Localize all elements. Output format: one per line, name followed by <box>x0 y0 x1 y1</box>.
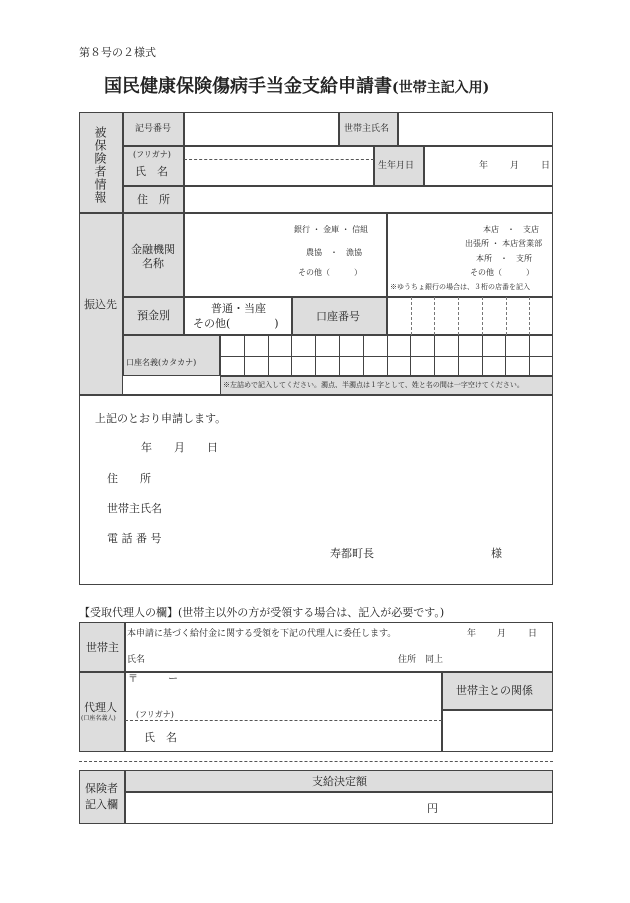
holder-grid-column-line <box>529 335 530 376</box>
branch-types-4: その他（ ） <box>470 268 534 277</box>
declaration-address-label: 住 所 <box>107 472 151 485</box>
proxy-month-label: 月 <box>497 629 507 639</box>
birth-month-label: 月 <box>510 161 520 171</box>
holder-grid-column-line <box>410 335 411 376</box>
proxy-head-name-label: 氏名 <box>127 655 146 665</box>
branch-types-3: 本所 ・ 支所 <box>476 254 532 263</box>
insured-section-label: 被保険者情報 <box>93 126 107 204</box>
holder-grid-column-line <box>291 335 292 376</box>
furigana-divider <box>184 159 374 160</box>
name-label: 氏 名 <box>135 165 168 178</box>
deposit-label: 預金別 <box>137 309 170 322</box>
declaration-sama: 様 <box>491 547 502 560</box>
head-name-label: 世帯主氏名 <box>344 124 390 134</box>
proxy-address-same: 住所 同上 <box>398 655 444 665</box>
name-field[interactable] <box>184 146 374 186</box>
branch-types-2: 出張所 ・ 本店営業部 <box>465 239 543 248</box>
section-separator <box>79 761 553 762</box>
form-title-sub: (世帯主記入用) <box>392 80 490 96</box>
birth-year-label: 年 <box>479 161 489 171</box>
holder-label: 口座名義(カタカナ) <box>126 358 197 367</box>
declaration-phone-label: 電 話 番 号 <box>107 532 162 545</box>
kigo-field[interactable] <box>184 112 339 146</box>
account-digit-divider <box>411 297 412 335</box>
proxy-furigana-label: (フリガナ) <box>136 710 174 719</box>
holder-grid-column-line <box>244 335 245 376</box>
bank-label-2: 名称 <box>142 257 164 270</box>
proxy-heading: 【受取代理人の欄】(世帯主以外の方が受領する場合は、記入が必要です。) <box>79 606 445 619</box>
deposit-option-2: その他( ) <box>193 317 279 330</box>
proxy-year-label: 年 <box>467 629 477 639</box>
holder-note: ※左詰めで記入してください。濁点、半濁点は１字として、姓と名の間は一字空けてください。 <box>223 381 524 389</box>
proxy-relation-field[interactable] <box>442 710 553 752</box>
insurer-label-1: 保険者 <box>85 782 118 795</box>
holder-grid-column-line <box>268 335 269 376</box>
yen-label: 円 <box>427 802 438 815</box>
proxy-day-label: 日 <box>528 629 538 639</box>
proxy-head-label: 世帯主 <box>86 641 119 654</box>
bank-types-3: その他（ ） <box>298 268 362 277</box>
account-digit-divider <box>458 297 459 335</box>
amount-field[interactable] <box>125 792 553 824</box>
account-digit-divider <box>506 297 507 335</box>
holder-grid-column-line <box>363 335 364 376</box>
branch-types-1: 本店 ・ 支店 <box>483 225 539 234</box>
holder-grid-column-line <box>339 335 340 376</box>
furigana-label: (フリガナ) <box>133 150 171 159</box>
yucho-note: ※ゆうちょ銀行の場合は、３桁の店番を記入 <box>390 283 530 291</box>
proxy-agent-sublabel: (口座名義人) <box>81 715 116 722</box>
holder-label-cell <box>123 335 220 376</box>
bank-types-2: 農協 ・ 漁協 <box>306 248 362 257</box>
form-title-main: 国民健康保険傷病手当金支給申請書 <box>104 76 392 97</box>
proxy-delegation-text: 本申請に基づく給付金に関する受領を下記の代理人に委任します。 <box>127 629 397 639</box>
bank-label-1: 金融機関 <box>131 243 175 256</box>
proxy-agent-name-label: 氏 名 <box>144 731 177 744</box>
declaration-statement: 上記のとおり申請します。 <box>95 412 227 425</box>
proxy-agent-label: 代理人 <box>84 701 117 714</box>
proxy-postal: 〒 ー <box>128 674 178 685</box>
account-no-label: 口座番号 <box>316 310 360 323</box>
address-label: 住 所 <box>137 193 170 206</box>
declaration-head-name-label: 世帯主氏名 <box>107 502 162 515</box>
amount-label: 支給決定額 <box>312 775 367 788</box>
birth-day-label: 日 <box>541 161 551 171</box>
holder-grid-column-line <box>505 335 506 376</box>
account-digit-divider <box>482 297 483 335</box>
form-number: 第８号の２様式 <box>79 46 156 59</box>
proxy-furigana-divider <box>125 720 442 721</box>
holder-grid-column-line <box>315 335 316 376</box>
account-digit-divider <box>434 297 435 335</box>
declaration-date: 年 月 日 <box>141 441 218 454</box>
insurer-label-2: 記入欄 <box>85 798 118 811</box>
transfer-section-label: 振込先 <box>84 298 117 311</box>
form-title <box>104 78 489 96</box>
insurer-label-cell <box>79 770 125 824</box>
address-field[interactable] <box>184 186 553 213</box>
birth-label: 生年月日 <box>378 161 415 171</box>
deposit-option-1: 普通・当座 <box>211 302 266 315</box>
proxy-relation-label: 世帯主との関係 <box>456 684 533 697</box>
holder-grid-column-line <box>458 335 459 376</box>
head-name-field[interactable] <box>398 112 553 146</box>
holder-grid-column-line <box>387 335 388 376</box>
holder-grid-column-line <box>482 335 483 376</box>
account-digit-divider <box>529 297 530 335</box>
kigo-label: 記号番号 <box>135 124 172 134</box>
bank-types-1: 銀行 ・ 金庫 ・ 信組 <box>294 225 369 234</box>
holder-grid-column-line <box>434 335 435 376</box>
birth-field[interactable] <box>424 146 553 186</box>
declaration-addressee: 寿都町長 <box>330 547 374 560</box>
